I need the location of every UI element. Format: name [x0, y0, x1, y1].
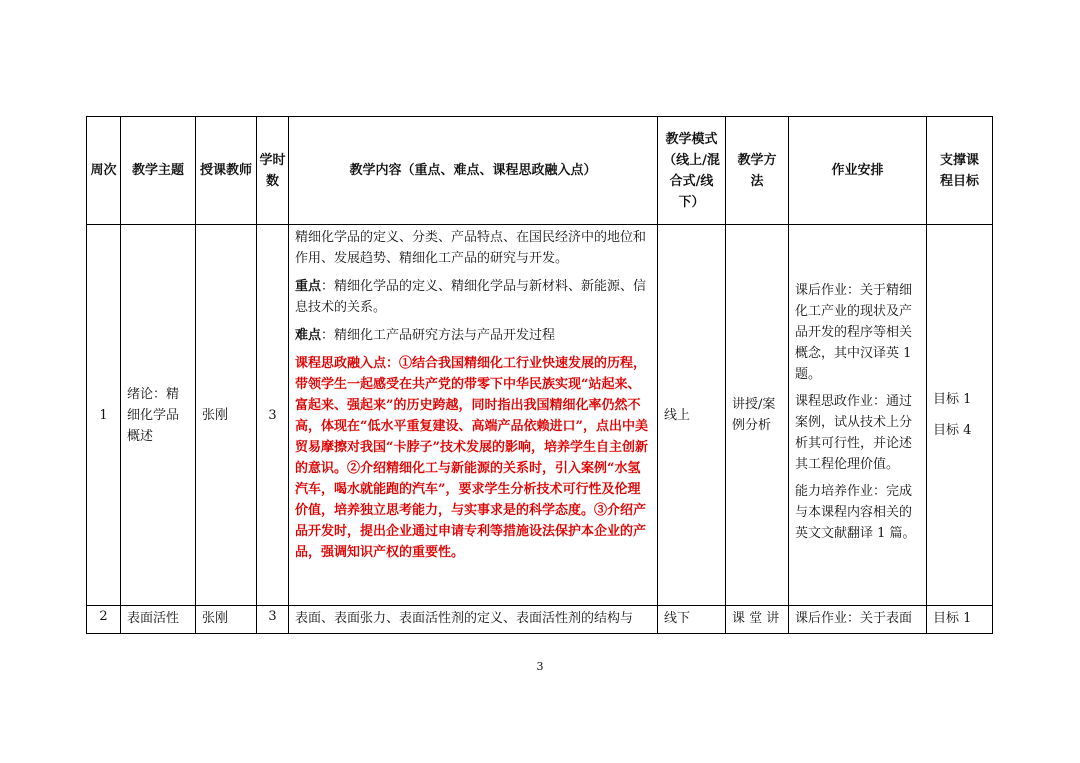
header-topic: 教学主题	[121, 117, 196, 225]
key-label: 重点	[295, 279, 322, 294]
page-number: 3	[536, 660, 544, 673]
homework-item: 课程思政作业：通过案例，试从技术上分析其可行性，并论述其工程伦理价值。	[795, 394, 913, 472]
header-mode-line2: （线上/混	[663, 152, 720, 168]
header-mode	[658, 117, 726, 225]
syllabus-table	[86, 116, 993, 634]
table-row	[87, 606, 993, 634]
cell-goals: 目标 1	[927, 606, 993, 634]
table-row	[87, 225, 993, 606]
header-method-line2: 法	[750, 173, 764, 189]
header-method-line1: 教学方	[737, 152, 777, 168]
header-week: 周次	[87, 117, 121, 225]
cell-topic: 表面活性	[121, 606, 196, 634]
cell-teacher: 张刚	[196, 225, 257, 606]
goal-item: 目标 1	[933, 392, 972, 407]
ideo-label: 课程思政融入点	[295, 356, 387, 371]
header-goals-line1: 支撑课	[939, 152, 979, 168]
content-key-points	[295, 276, 651, 318]
cell-mode: 线上	[658, 225, 726, 606]
cell-teacher: 张刚	[196, 606, 257, 634]
cell-mode: 线下	[658, 606, 726, 634]
header-goals-line2: 程目标	[939, 173, 979, 189]
header-hours	[257, 117, 289, 225]
key-text: ：精细化学品的定义、精细化学品与新材料、新能源、信息技术的关系。	[295, 279, 647, 315]
difficult-text: ：精细化工产品研究方法与产品开发过程	[321, 328, 556, 343]
cell-hours: 3	[257, 606, 289, 634]
homework-item: 课后作业：关于精细化工产业的现状及产品开发的程序等相关概念，其中汉译英 1 题。	[795, 283, 913, 382]
cell-goals	[927, 225, 993, 606]
goal-item: 目标 4	[933, 423, 972, 438]
header-mode-line4: 下）	[678, 194, 705, 210]
cell-topic: 绪论：精细化学品概述	[121, 225, 196, 606]
content-intro: 精细化学品的定义、分类、产品特点、在国民经济中的地位和作用、发展趋势、精细化工产品的研究与开发。	[295, 230, 647, 266]
homework-item: 能力培养作业：完成与本课程内容相关的英文文献翻译 1 篇。	[795, 484, 916, 541]
content-difficult-points	[295, 325, 651, 346]
header-mode-line1: 教学模式	[665, 131, 718, 147]
header-goals	[927, 117, 993, 225]
header-homework: 作业安排	[789, 117, 927, 225]
cell-homework: 课后作业：关于表面	[789, 606, 927, 634]
header-hours-line2: 数	[265, 173, 279, 189]
cell-hours: 3	[257, 225, 289, 606]
cell-week: 1	[87, 225, 121, 606]
cell-content	[289, 225, 658, 606]
cell-method: 讲授/案例分析	[726, 225, 789, 606]
difficult-label: 难点	[295, 328, 322, 343]
cell-content: 表面、表面张力、表面活性剂的定义、表面活性剂的结构与	[289, 606, 658, 634]
ideo-text: ：①结合我国精细化工行业快速发展的历程，带领学生一起感受在共产党的带零下中华民族实现“站起来、富起来、强起来”的历史跨越，同时指出我国精细化率仍然不高，体现在“低水平重复建设、高端产品依赖进口”，点出中美贸易摩擦对我国“卡脖子”技术发展的影响，培养学生自主创新的意识。②介绍精细化工与新能源的关系时，引入案例“水氢汽车，喝水就能跑的汽车”，要求学生分析技术可行性及伦理价值，培养独立思考能力，与实事求是的科学态度。③介绍产品开发时，提出企业通过申请专利等措施设法保护本企业的产品，强调知识产权的重要性。	[295, 356, 648, 560]
header-content: 教学内容（重点、难点、课程思政融入点）	[289, 117, 658, 225]
header-mode-line3: 合式/线	[669, 173, 714, 189]
header-method	[726, 117, 789, 225]
cell-week: 2	[87, 606, 121, 634]
header-row	[87, 117, 993, 225]
cell-homework	[789, 225, 927, 606]
cell-method: 课 堂 讲	[726, 606, 789, 634]
header-hours-line1: 学时	[259, 152, 286, 168]
header-teacher: 授课教师	[196, 117, 257, 225]
content-ideological	[295, 353, 651, 563]
